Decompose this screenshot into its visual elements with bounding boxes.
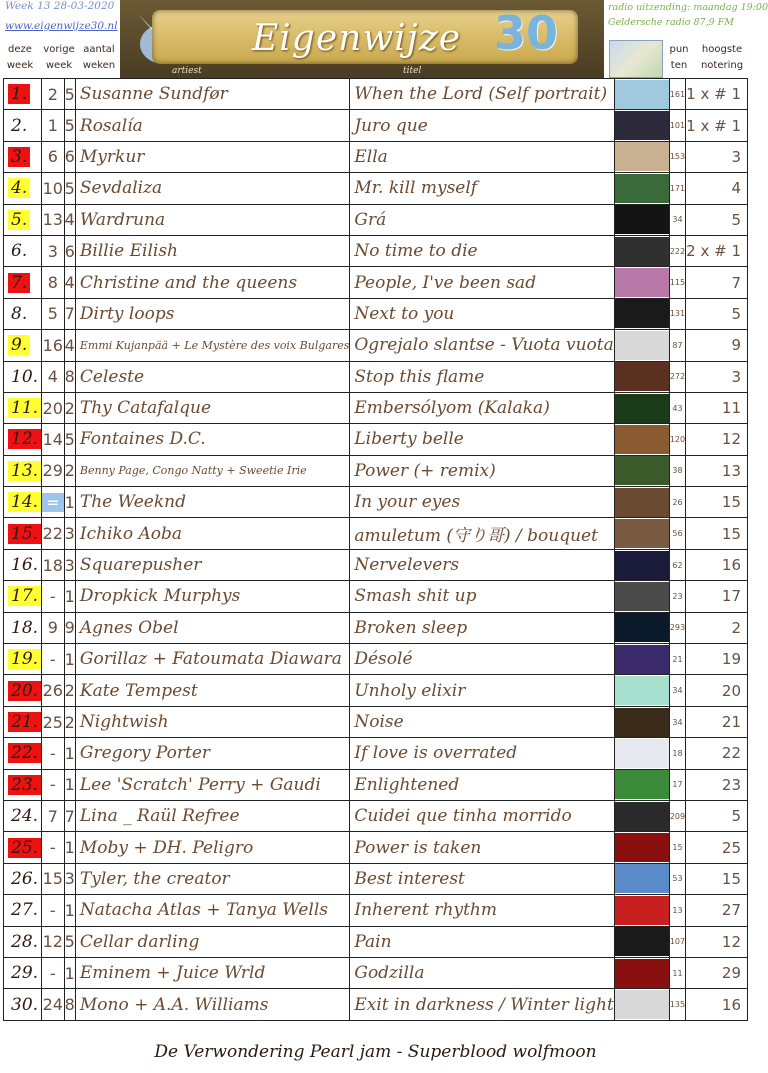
col-header-points: pun ten [669, 44, 689, 71]
song-title: Embersólyom (Kalaka) [350, 392, 614, 423]
weeks-count: 1 [64, 644, 75, 675]
highest-position: 16 [686, 989, 748, 1020]
song-title: Stop this flame [350, 361, 614, 392]
weeks-count: 1 [64, 957, 75, 988]
points: 53 [669, 863, 685, 894]
song-title: If love is overrated [350, 738, 614, 769]
highest-position: 15 [686, 487, 748, 518]
position: 28. [4, 926, 42, 957]
artist-name: Gorillaz + Fatoumata Diawara [75, 644, 349, 675]
points: 222 [669, 235, 685, 266]
chart-row [4, 267, 748, 298]
cover-image [614, 79, 669, 110]
cover-image [614, 424, 669, 455]
footer-text: De Verwondering Pearl jam - Superblood wolfmoon [154, 1042, 597, 1062]
chart-row [4, 863, 748, 894]
song-title: Pain [350, 926, 614, 957]
position: 6. [4, 235, 42, 266]
position: 30. [4, 989, 42, 1020]
highest-position: 5 [686, 298, 748, 329]
highest-position: 3 [686, 141, 748, 172]
highest-position: 15 [686, 863, 748, 894]
previous-position: 2 [42, 79, 65, 110]
position: 1. [4, 79, 42, 110]
cover-image [614, 361, 669, 392]
points: 26 [669, 487, 685, 518]
chart-row [4, 706, 748, 737]
chart-row [4, 110, 748, 141]
weeks-count: 1 [64, 895, 75, 926]
weeks-count: 2 [64, 675, 75, 706]
previous-position: 16 [42, 330, 65, 361]
cover-image [614, 204, 669, 235]
song-title: Mr. kill myself [350, 173, 614, 204]
previous-position: 1 [42, 110, 65, 141]
cover-image [614, 173, 669, 204]
song-title: Godzilla [350, 957, 614, 988]
highest-position: 17 [686, 581, 748, 612]
weeks-count: 7 [64, 800, 75, 831]
chart-row [4, 549, 748, 580]
weeks-count: 1 [64, 769, 75, 800]
chart-row [4, 518, 748, 549]
previous-position: 4 [42, 361, 65, 392]
position: 3. [4, 141, 42, 172]
highest-position: 1 x # 1 [686, 79, 748, 110]
artist-name: Sevdaliza [75, 173, 349, 204]
cover-image [614, 392, 669, 423]
chart-row [4, 957, 748, 988]
position: 13. [4, 455, 42, 486]
previous-position: - [42, 895, 65, 926]
points: 107 [669, 926, 685, 957]
song-title: Power (+ remix) [350, 455, 614, 486]
highest-position: 21 [686, 706, 748, 737]
position: 14. [4, 487, 42, 518]
song-title: When the Lord (Self portrait) [350, 79, 614, 110]
weeks-count: 1 [64, 738, 75, 769]
chart-table [3, 78, 748, 1021]
cover-image [614, 487, 669, 518]
artist-name: Squarepusher [75, 549, 349, 580]
chart-row [4, 392, 748, 423]
artist-name: Agnes Obel [75, 612, 349, 643]
position: 23. [4, 769, 42, 800]
position: 18. [4, 612, 42, 643]
cover-image [614, 675, 669, 706]
chart-row [4, 612, 748, 643]
radio-info: radio uitzending: maandag 19:00 Geldersche radio 87,9 FM [608, 2, 768, 28]
cover-image [614, 926, 669, 957]
position: 19. [4, 644, 42, 675]
cover-image [614, 518, 669, 549]
artist-name: Susanne Sundfør [75, 79, 349, 110]
highest-position: 5 [686, 204, 748, 235]
weeks-count: 2 [64, 392, 75, 423]
highest-position: 3 [686, 361, 748, 392]
weeks-count: 3 [64, 549, 75, 580]
song-title: Enlightened [350, 769, 614, 800]
position: 4. [4, 173, 42, 204]
position: 20. [4, 675, 42, 706]
artist-name: Benny Page, Congo Natty + Sweetie Irie [75, 455, 349, 486]
col-header-weeks: aantal weken [82, 44, 116, 71]
position: 21. [4, 706, 42, 737]
artist-name: Christine and the queens [75, 267, 349, 298]
previous-position: 15 [42, 863, 65, 894]
previous-position: 6 [42, 141, 65, 172]
position: 25. [4, 832, 42, 863]
chart-row [4, 173, 748, 204]
cover-image [614, 863, 669, 894]
highest-position: 1 x # 1 [686, 110, 748, 141]
highest-position: 27 [686, 895, 748, 926]
col-header-highest: hoogste notering [700, 44, 744, 71]
points: 13 [669, 895, 685, 926]
previous-position: 22 [42, 518, 65, 549]
highest-position: 16 [686, 549, 748, 580]
weeks-count: 5 [64, 110, 75, 141]
cover-image [614, 800, 669, 831]
previous-position: = [42, 487, 65, 518]
weeks-count: 6 [64, 141, 75, 172]
chart-row [4, 330, 748, 361]
header-left [3, 0, 117, 78]
song-title: Ogrejalo slantse - Vuota vuota [350, 330, 614, 361]
chart-row [4, 989, 748, 1020]
previous-position: - [42, 738, 65, 769]
artist-name: Myrkur [75, 141, 349, 172]
weeks-count: 3 [64, 863, 75, 894]
position: 17. [4, 581, 42, 612]
artist-name: Moby + DH. Peligro [75, 832, 349, 863]
previous-position: - [42, 957, 65, 988]
cover-image [614, 989, 669, 1020]
song-title: Broken sleep [350, 612, 614, 643]
cover-image [614, 769, 669, 800]
previous-position: 7 [42, 800, 65, 831]
cover-image [614, 957, 669, 988]
highest-position: 11 [686, 392, 748, 423]
song-title: Smash shit up [350, 581, 614, 612]
chart-row [4, 926, 748, 957]
highest-position: 29 [686, 957, 748, 988]
position: 26. [4, 863, 42, 894]
cover-image [614, 832, 669, 863]
points: 135 [669, 989, 685, 1020]
position: 12. [4, 424, 42, 455]
cover-image [614, 644, 669, 675]
weeks-count: 8 [64, 989, 75, 1020]
cover-image [614, 455, 669, 486]
weeks-count: 9 [64, 612, 75, 643]
chart-row [4, 361, 748, 392]
song-title: In your eyes [350, 487, 614, 518]
points: 293 [669, 612, 685, 643]
artist-name: The Weeknd [75, 487, 349, 518]
previous-position: - [42, 769, 65, 800]
highest-position: 2 x # 1 [686, 235, 748, 266]
weeks-count: 4 [64, 204, 75, 235]
highest-position: 15 [686, 518, 748, 549]
position: 11. [4, 392, 42, 423]
previous-position: 13 [42, 204, 65, 235]
cover-image [614, 298, 669, 329]
song-title: Inherent rhythm [350, 895, 614, 926]
position: 9. [4, 330, 42, 361]
highest-position: 13 [686, 455, 748, 486]
previous-position: 12 [42, 926, 65, 957]
weeks-count: 8 [64, 361, 75, 392]
chart-row [4, 895, 748, 926]
weeks-count: 7 [64, 298, 75, 329]
cover-image [614, 235, 669, 266]
position: 10. [4, 361, 42, 392]
points: 34 [669, 204, 685, 235]
previous-position: 8 [42, 267, 65, 298]
cover-image [614, 110, 669, 141]
artist-name: Kate Tempest [75, 675, 349, 706]
artist-name: Tyler, the creator [75, 863, 349, 894]
chart-row [4, 298, 748, 329]
points: 120 [669, 424, 685, 455]
points: 17 [669, 769, 685, 800]
previous-position: 5 [42, 298, 65, 329]
position: 2. [4, 110, 42, 141]
points: 34 [669, 675, 685, 706]
cover-image [614, 581, 669, 612]
previous-position: 20 [42, 392, 65, 423]
song-title: Power is taken [350, 832, 614, 863]
artist-name: Ichiko Aoba [75, 518, 349, 549]
points: 131 [669, 298, 685, 329]
highest-position: 23 [686, 769, 748, 800]
previous-position: 25 [42, 706, 65, 737]
map-image [609, 40, 663, 78]
points: 272 [669, 361, 685, 392]
weeks-count: 1 [64, 581, 75, 612]
highest-position: 12 [686, 424, 748, 455]
previous-position: 3 [42, 235, 65, 266]
previous-position: 18 [42, 549, 65, 580]
position: 5. [4, 204, 42, 235]
previous-position: 24 [42, 989, 65, 1020]
col-header-this-week: deze week [6, 44, 34, 71]
highest-position: 22 [686, 738, 748, 769]
chart-row [4, 424, 748, 455]
weeks-count: 3 [64, 518, 75, 549]
weeks-count: 4 [64, 267, 75, 298]
points: 115 [669, 267, 685, 298]
highest-position: 2 [686, 612, 748, 643]
weeks-count: 1 [64, 832, 75, 863]
previous-position: 9 [42, 612, 65, 643]
chart-row [4, 738, 748, 769]
highest-position: 12 [686, 926, 748, 957]
position: 16. [4, 549, 42, 580]
banner-plate [152, 6, 578, 64]
chart-row [4, 455, 748, 486]
points: 34 [669, 706, 685, 737]
song-title: amuletum (守り哥) / bouquet [350, 518, 614, 549]
weeks-count: 4 [64, 330, 75, 361]
weeks-count: 5 [64, 926, 75, 957]
weeks-count: 2 [64, 706, 75, 737]
artist-name: Rosalía [75, 110, 349, 141]
points: 43 [669, 392, 685, 423]
artist-name: Gregory Porter [75, 738, 349, 769]
artist-name: Lina _ Raül Refree [75, 800, 349, 831]
song-title: Juro que [350, 110, 614, 141]
points: 171 [669, 173, 685, 204]
cover-image [614, 141, 669, 172]
song-title: Grá [350, 204, 614, 235]
col-header-prev-week: vorige week [43, 44, 75, 71]
chart-row [4, 800, 748, 831]
weeks-count: 5 [64, 79, 75, 110]
artist-name: Lee 'Scratch' Perry + Gaudi [75, 769, 349, 800]
week-date: Week 13 28-03-2020 [5, 0, 115, 12]
previous-position: - [42, 644, 65, 675]
song-title: Cuidei que tinha morrido [350, 800, 614, 831]
song-title: Next to you [350, 298, 614, 329]
highest-position: 20 [686, 675, 748, 706]
cover-image [614, 612, 669, 643]
song-title: Noise [350, 706, 614, 737]
song-title: Unholy elixir [350, 675, 614, 706]
chart-row [4, 79, 748, 110]
weeks-count: 2 [64, 455, 75, 486]
banner-title-label: titel [403, 66, 422, 76]
position: 22. [4, 738, 42, 769]
points: 101 [669, 110, 685, 141]
header-right [606, 0, 768, 78]
position: 15. [4, 518, 42, 549]
highest-position: 25 [686, 832, 748, 863]
artist-name: Mono + A.A. Williams [75, 989, 349, 1020]
points: 153 [669, 141, 685, 172]
points: 18 [669, 738, 685, 769]
artist-name: Emmi Kujanpää + Le Mystère des voix Bulgares [75, 330, 349, 361]
previous-position: - [42, 581, 65, 612]
song-title: Ella [350, 141, 614, 172]
banner [120, 0, 604, 78]
weeks-count: 5 [64, 424, 75, 455]
cover-image [614, 267, 669, 298]
points: 209 [669, 800, 685, 831]
song-title: Désolé [350, 644, 614, 675]
song-title: People, I've been sad [350, 267, 614, 298]
position: 8. [4, 298, 42, 329]
song-title: No time to die [350, 235, 614, 266]
chart-row [4, 235, 748, 266]
site-link[interactable]: www.eigenwijze30.nl [5, 20, 118, 32]
song-title: Exit in darkness / Winter light [350, 989, 614, 1020]
position: 29. [4, 957, 42, 988]
points: 11 [669, 957, 685, 988]
song-title: Liberty belle [350, 424, 614, 455]
previous-position: 29 [42, 455, 65, 486]
cover-image [614, 549, 669, 580]
artist-name: Thy Catafalque [75, 392, 349, 423]
banner-title: Eigenwijze [252, 18, 462, 59]
cover-image [614, 706, 669, 737]
previous-position: 26 [42, 675, 65, 706]
points: 87 [669, 330, 685, 361]
artist-name: Dropkick Murphys [75, 581, 349, 612]
points: 62 [669, 549, 685, 580]
chart-row [4, 141, 748, 172]
cover-image [614, 738, 669, 769]
banner-number: 30 [494, 6, 559, 60]
highest-position: 5 [686, 800, 748, 831]
previous-position: - [42, 832, 65, 863]
artist-name: Eminem + Juice Wrld [75, 957, 349, 988]
artist-name: Cellar darling [75, 926, 349, 957]
cover-image [614, 895, 669, 926]
highest-position: 9 [686, 330, 748, 361]
position: 24. [4, 800, 42, 831]
weeks-count: 1 [64, 487, 75, 518]
artist-name: Billie Eilish [75, 235, 349, 266]
weeks-count: 5 [64, 173, 75, 204]
position: 27. [4, 895, 42, 926]
chart-row [4, 832, 748, 863]
position: 7. [4, 267, 42, 298]
song-title: Best interest [350, 863, 614, 894]
chart-row [4, 487, 748, 518]
artist-name: Dirty loops [75, 298, 349, 329]
previous-position: 14 [42, 424, 65, 455]
artist-name: Fontaines D.C. [75, 424, 349, 455]
chart-row [4, 675, 748, 706]
points: 38 [669, 455, 685, 486]
banner-artist-label: artiest [172, 66, 202, 76]
weeks-count: 6 [64, 235, 75, 266]
chart-row [4, 644, 748, 675]
highest-position: 7 [686, 267, 748, 298]
artist-name: Natacha Atlas + Tanya Wells [75, 895, 349, 926]
previous-position: 10 [42, 173, 65, 204]
points: 23 [669, 581, 685, 612]
points: 21 [669, 644, 685, 675]
highest-position: 19 [686, 644, 748, 675]
chart-row [4, 769, 748, 800]
chart-row [4, 581, 748, 612]
points: 161 [669, 79, 685, 110]
song-title: Nervelevers [350, 549, 614, 580]
artist-name: Nightwish [75, 706, 349, 737]
points: 15 [669, 832, 685, 863]
points: 56 [669, 518, 685, 549]
artist-name: Celeste [75, 361, 349, 392]
highest-position: 4 [686, 173, 748, 204]
chart-row [4, 204, 748, 235]
cover-image [614, 330, 669, 361]
artist-name: Wardruna [75, 204, 349, 235]
